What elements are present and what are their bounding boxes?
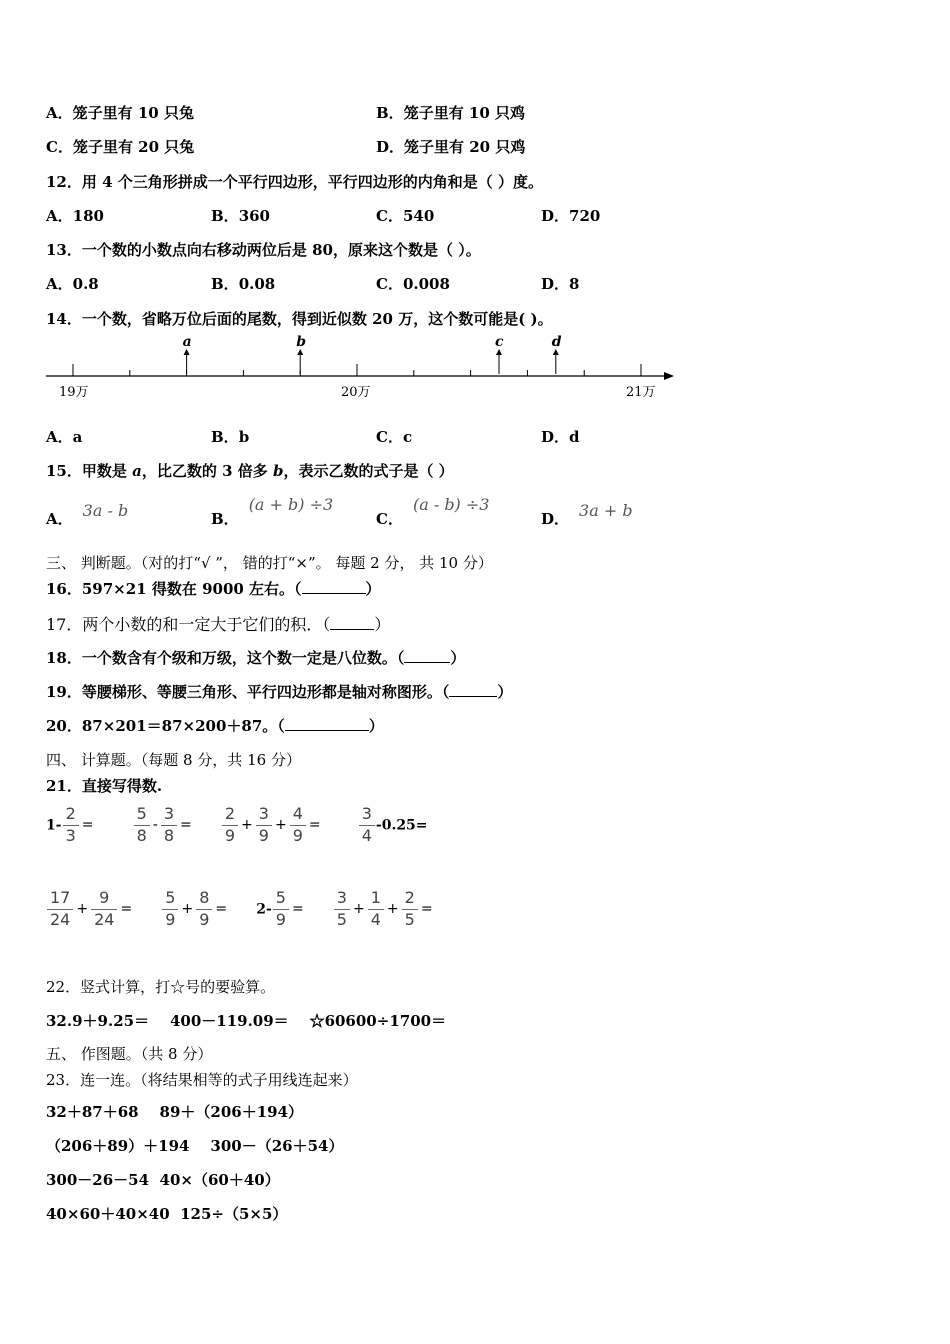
section-4-heading: 四、 计算题。（每题 8 分，共 16 分） (46, 751, 301, 769)
numerator: 3 (359, 806, 375, 826)
q18-text: 18．一个数含有个级和万级，这个数一定是八位数。（ (46, 649, 405, 667)
option-label: B． (376, 104, 404, 122)
equals-sign: = (215, 901, 228, 918)
option-text: 720 (569, 207, 601, 225)
option-label: A． (46, 275, 73, 293)
q20 (46, 715, 384, 736)
q21-expr-2[interactable] (133, 806, 194, 845)
numerator: 8 (196, 890, 212, 910)
option-label: A． (46, 104, 73, 122)
option-text: d (569, 428, 580, 446)
option-text: c (402, 428, 413, 446)
variable-a: a (132, 462, 142, 480)
section-5-heading: 五、 作图题。（共 8 分） (46, 1045, 213, 1063)
variable-b: b (272, 462, 284, 480)
q19-text: 19．等腰梯形、等腰三角形、平行四边形都是轴对称图形。（ (46, 683, 450, 701)
fraction (359, 806, 375, 845)
q19 (46, 681, 512, 702)
q15-option-b[interactable] (211, 494, 334, 528)
number-line-markers (183, 334, 562, 374)
q12-option-b[interactable] (211, 205, 270, 226)
q21-expr-7[interactable] (256, 890, 305, 929)
q13-option-d[interactable] (541, 273, 579, 294)
option-label: C． (376, 428, 403, 446)
option-text: 笼子里有 20 只鸡 (404, 138, 526, 156)
option-label: A． (46, 207, 73, 225)
option-text: 0.008 (402, 275, 450, 293)
answer-blank[interactable] (302, 593, 366, 594)
number-line-arrow (664, 372, 674, 380)
answer-blank[interactable] (404, 662, 450, 663)
denominator: 9 (275, 909, 286, 929)
denominator: 24 (94, 909, 115, 929)
numerator: 2 (222, 806, 238, 826)
denominator: 4 (370, 909, 381, 929)
fraction (222, 806, 238, 845)
numerator: 5 (134, 806, 150, 826)
q21-expr-1[interactable] (46, 806, 95, 845)
q23-stem: 23．连一连。（将结果相等的式子用线连起来） (46, 1071, 358, 1089)
q22-stem: 22．竖式计算，打☆号的要验算。 (46, 978, 276, 996)
fraction (63, 806, 79, 845)
numerator: 3 (256, 806, 272, 826)
number-line-right-label: 21万 (626, 385, 656, 400)
q21-stem: 21．直接写得数. (46, 777, 163, 795)
option-text: 笼子里有 10 只鸡 (403, 104, 526, 122)
option-label: B． (211, 275, 239, 293)
option-text: 540 (402, 207, 435, 225)
fraction (134, 806, 150, 845)
q13-option-c[interactable] (376, 273, 450, 294)
option-label: D． (541, 207, 570, 225)
number-line-left-label: 19万 (59, 385, 89, 400)
q23-row-4[interactable]: 40×60＋40×40 125÷（5×5） (46, 1205, 288, 1223)
q15-option-c[interactable] (376, 494, 490, 528)
answer-blank[interactable] (285, 730, 369, 731)
stem-text: 15．甲数是 (46, 462, 133, 480)
denominator: 9 (199, 909, 210, 929)
q15-option-d[interactable] (541, 500, 633, 528)
q23-row-2[interactable]: （206＋89）＋194 300－（26＋54） (46, 1137, 344, 1155)
close-paren: ） (365, 580, 381, 598)
option-label: A． (46, 510, 73, 528)
denominator: 8 (136, 825, 147, 845)
option-label: C． (376, 510, 403, 528)
denominator: 4 (361, 825, 372, 845)
q12-stem: 12．用 4 个三角形拼成一个平行四边形，平行四边形的内角和是（ ）度。 (46, 173, 543, 191)
option-label: D． (541, 510, 570, 528)
q11-option-a[interactable] (46, 102, 194, 123)
q23-row-3[interactable]: 300－26－54 40×（60＋40） (46, 1171, 280, 1189)
stem-text: ，表示乙数的式子是（ ） (283, 462, 454, 480)
numerator: 4 (290, 806, 306, 826)
numerator: 2 (402, 890, 418, 910)
option-label: D． (376, 138, 405, 156)
operator: + (241, 817, 253, 834)
option-text: 8 (569, 275, 580, 293)
operator: - (152, 817, 158, 834)
answer-blank[interactable] (449, 696, 497, 697)
option-expression: 3a - b (82, 501, 129, 520)
numerator: 2 (63, 806, 79, 826)
numerator: 3 (334, 890, 350, 910)
close-paren: ） (374, 615, 391, 634)
option-label: D． (541, 428, 570, 446)
denominator: 9 (292, 825, 303, 845)
q13-option-a[interactable] (46, 273, 99, 294)
equals-sign: = (420, 901, 433, 918)
q12-option-c[interactable] (376, 205, 434, 226)
equals-sign: = (308, 817, 321, 834)
q14-option-a[interactable] (46, 426, 82, 447)
fraction (368, 890, 384, 929)
section-3-heading: 三、 判断题。（对的打“√ ”， 错的打“×”。 每题 2 分， 共 10 分） (46, 554, 493, 572)
q21-row-2 (46, 890, 457, 929)
fraction (196, 890, 212, 929)
denominator: 9 (258, 825, 269, 845)
stem-text: ，比乙数的 3 倍多 (141, 462, 273, 480)
q11-option-d[interactable] (376, 136, 525, 157)
numerator: 5 (162, 890, 178, 910)
option-expression: (a + b) ÷3 (248, 495, 334, 514)
option-label: C． (376, 207, 403, 225)
close-paren: ） (497, 683, 513, 701)
q23-row-1[interactable]: 32＋87＋68 89＋（206＋194） (46, 1103, 304, 1121)
q21-expr-3[interactable] (221, 806, 323, 845)
number-line-marker-b (296, 334, 306, 374)
q12-option-a[interactable] (46, 205, 104, 226)
close-paren: ） (368, 717, 384, 735)
denominator: 8 (163, 825, 175, 845)
q16-text: 16．597×21 得数在 9000 左右。（ (46, 580, 302, 598)
fraction (290, 806, 306, 845)
q13-stem: 13．一个数的小数点向右移动两位后是 80，原来这个数是（ ）。 (46, 241, 481, 259)
number-line-marker-d (552, 334, 562, 374)
option-label: A． (46, 428, 73, 446)
denominator: 9 (165, 909, 176, 929)
option-text: 0.8 (72, 275, 99, 293)
option-text: 0.08 (238, 275, 276, 293)
numerator: 1 (368, 890, 384, 910)
answer-blank[interactable] (330, 629, 374, 630)
fraction (47, 890, 73, 929)
option-label: B． (211, 428, 239, 446)
operator: + (386, 901, 399, 918)
q21-expr-6[interactable] (161, 890, 229, 929)
marker-label: c (495, 334, 504, 350)
marker-label: b (296, 334, 306, 350)
q21-expr-5[interactable] (46, 890, 134, 929)
fraction (273, 890, 289, 929)
option-expression: (a - b) ÷3 (412, 495, 490, 514)
q16 (46, 578, 381, 599)
operator: + (274, 817, 287, 834)
q20-text: 20．87×201＝87×200＋87。（ (46, 717, 285, 735)
operator: + (352, 901, 365, 918)
number-line (0, 330, 700, 410)
option-label: B． (211, 207, 239, 225)
equals-sign: = (291, 901, 304, 918)
q14-option-b[interactable] (211, 426, 249, 447)
numerator: 3 (161, 806, 177, 826)
equals-sign: = (120, 901, 133, 918)
denominator: 5 (404, 909, 415, 929)
number-line-marker-c (495, 334, 504, 374)
q15-stem (46, 460, 454, 481)
marker-label: a (182, 334, 192, 350)
numerator: 9 (91, 890, 117, 910)
q17-text: 17．两个小数的和一定大于它们的积．（ (46, 615, 331, 634)
tail-term: -0.25= (375, 817, 428, 834)
operator: + (76, 901, 89, 918)
fraction (161, 806, 177, 845)
denominator: 3 (65, 825, 76, 845)
q18 (46, 647, 465, 668)
option-label: B． (211, 510, 239, 528)
marker-label: d (551, 334, 562, 350)
option-text: b (238, 428, 250, 446)
option-label: C． (376, 275, 403, 293)
option-label: C． (46, 138, 73, 156)
q21-row-1 (46, 806, 450, 845)
number-line-marker-a (183, 334, 192, 374)
close-paren: ） (450, 649, 466, 667)
q11-option-c[interactable] (46, 136, 194, 157)
lead-term: 1- (46, 817, 62, 834)
option-text: a (72, 428, 83, 446)
option-text: 180 (72, 207, 104, 225)
option-text: 笼子里有 10 只兔 (72, 104, 194, 122)
q15-option-a[interactable] (46, 500, 129, 528)
q11-option-b[interactable] (376, 102, 525, 123)
denominator: 24 (50, 909, 71, 929)
fraction (334, 890, 350, 929)
fraction (91, 890, 117, 929)
q14-option-d[interactable] (541, 426, 580, 447)
equals-sign: = (180, 817, 192, 834)
option-text: 笼子里有 20 只兔 (72, 138, 195, 156)
fraction (402, 890, 418, 929)
denominator: 9 (224, 825, 236, 845)
number-line-mid-label: 20万 (341, 385, 371, 400)
q13-option-b[interactable] (211, 273, 275, 294)
q21-expr-8[interactable] (333, 890, 435, 929)
q14-stem: 14．一个数，省略万位后面的尾数，得到近似数 20 万，这个数可能是( )。 (46, 310, 553, 328)
q22-items: 32.9＋9.25＝ 400－119.09＝ ☆60600÷1700＝ (46, 1012, 447, 1030)
q14-option-c[interactable] (376, 426, 412, 447)
q17 (46, 612, 390, 635)
option-expression: 3a + b (579, 501, 633, 520)
lead-term: 2- (256, 901, 272, 918)
operator: + (181, 901, 194, 918)
option-text: 360 (238, 207, 270, 225)
denominator: 5 (336, 909, 347, 929)
equals-sign: = (81, 817, 94, 834)
option-label: D． (541, 275, 570, 293)
numerator: 5 (273, 890, 289, 910)
q21-expr-4[interactable] (358, 806, 428, 845)
fraction (256, 806, 272, 845)
fraction (162, 890, 178, 929)
numerator: 17 (47, 890, 73, 910)
q12-option-d[interactable] (541, 205, 600, 226)
